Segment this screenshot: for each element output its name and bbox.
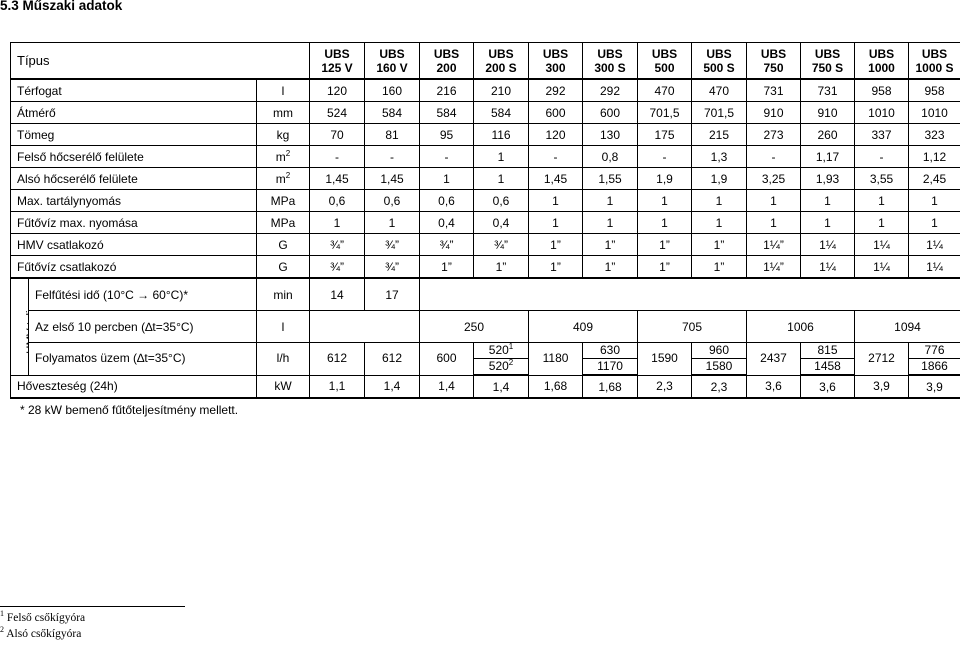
value-cell: 130 xyxy=(583,124,638,146)
row-label: Hőveszteség (24h) xyxy=(11,375,257,398)
value-cell: 1,9 xyxy=(638,168,692,190)
table-row xyxy=(11,256,960,279)
value-cell: 612 xyxy=(365,343,420,376)
model-brand: UBS xyxy=(868,46,895,61)
table-row xyxy=(11,102,960,124)
value-cell-sup: 1 xyxy=(508,342,514,351)
table-row xyxy=(11,311,960,343)
table-row xyxy=(11,375,960,398)
value-cell: 3,25 xyxy=(747,168,801,190)
model-header xyxy=(310,43,365,80)
value-cell: 1¼ xyxy=(801,256,855,279)
value-cell: 2,45 xyxy=(909,168,960,190)
value-cell: - xyxy=(529,146,583,168)
value-cell: 600 xyxy=(420,343,474,376)
value-cell: 910 xyxy=(747,102,801,124)
row-label: Fűtővíz max. nyomása xyxy=(11,212,257,234)
value-cell: 1 xyxy=(692,190,747,212)
value-cell: 1 xyxy=(474,146,529,168)
value-cell: 960 xyxy=(692,343,747,359)
row-label: Alsó hőcserélő felülete xyxy=(11,168,257,190)
model-header xyxy=(583,43,638,80)
value-cell: 2712 xyxy=(855,343,909,376)
value-cell: 1,1 xyxy=(310,375,365,398)
model-brand: UBS xyxy=(651,46,678,61)
value-cell: 815 xyxy=(801,343,855,359)
value-cell: 3,55 xyxy=(855,168,909,190)
value-cell: 1 xyxy=(365,212,420,234)
value-cell: 120 xyxy=(529,124,583,146)
model-brand: UBS xyxy=(814,46,841,61)
row-unit-text: m xyxy=(275,149,286,164)
value-cell: 0,8 xyxy=(583,146,638,168)
value-cell: 584 xyxy=(365,102,420,124)
value-cell: 3,6 xyxy=(747,375,801,398)
row-unit: l xyxy=(257,79,310,102)
value-cell: 1 xyxy=(474,168,529,190)
model-size: 750 xyxy=(763,60,784,75)
value-cell: 1¼” xyxy=(747,234,801,256)
table-row xyxy=(11,343,960,359)
value-cell: 0,4 xyxy=(420,212,474,234)
value-cell: 17 xyxy=(365,278,420,311)
value-cell: 1” xyxy=(692,234,747,256)
value-cell: ¾” xyxy=(310,234,365,256)
table-row xyxy=(11,146,960,168)
value-cell: 273 xyxy=(747,124,801,146)
value-cell: 3,9 xyxy=(855,375,909,398)
value-cell: 600 xyxy=(583,102,638,124)
model-size: 1000 S xyxy=(915,60,954,75)
value-cell: 292 xyxy=(529,79,583,102)
model-size: 160 V xyxy=(376,60,408,75)
row-unit: min xyxy=(257,278,310,311)
value-cell: - xyxy=(365,146,420,168)
model-brand: UBS xyxy=(760,46,787,61)
model-size: 125 V xyxy=(321,60,353,75)
value-cell: 1 xyxy=(583,190,638,212)
value-cell: 1 xyxy=(529,212,583,234)
value-cell: 1,4 xyxy=(365,375,420,398)
value-cell-text: 520 xyxy=(488,359,509,373)
value-cell: 175 xyxy=(638,124,692,146)
value-cell: 600 xyxy=(529,102,583,124)
row-unit-sup: 2 xyxy=(285,148,291,158)
value-cell: 1,68 xyxy=(529,375,583,398)
value-cell: 1” xyxy=(474,256,529,279)
model-header xyxy=(638,43,692,80)
row-unit: mm xyxy=(257,102,310,124)
value-cell: 1” xyxy=(420,256,474,279)
model-size: 500 S xyxy=(703,60,735,75)
table-row xyxy=(11,124,960,146)
value-cell: 0,4 xyxy=(474,212,529,234)
model-brand: UBS xyxy=(921,46,948,61)
value-cell: 524 xyxy=(310,102,365,124)
hmv-group-line: HMV telje- xyxy=(25,299,29,354)
model-brand: UBS xyxy=(488,46,514,61)
value-cell: 958 xyxy=(855,79,909,102)
model-brand: UBS xyxy=(324,46,350,61)
value-cell: 1” xyxy=(638,256,692,279)
value-cell: 731 xyxy=(747,79,801,102)
value-cell: 1” xyxy=(583,234,638,256)
model-header xyxy=(747,43,801,80)
value-cell-text: 520 xyxy=(488,343,509,357)
row-label: Max. tartálynyomás xyxy=(11,190,257,212)
value-cell: 409 xyxy=(529,311,638,343)
footnote-2: $^2$ Alsó csőkígyóra xyxy=(0,625,82,640)
row-unit: kg xyxy=(257,124,310,146)
value-cell: 701,5 xyxy=(692,102,747,124)
value-cell: 701,5 xyxy=(638,102,692,124)
value-cell: 1¼ xyxy=(909,256,960,279)
table-row xyxy=(11,190,960,212)
value-cell: 776 xyxy=(909,343,960,359)
value-cell: 1,55 xyxy=(583,168,638,190)
row-unit: MPa xyxy=(257,190,310,212)
value-cell-sup: 2 xyxy=(508,358,514,367)
value-cell: 2,3 xyxy=(638,375,692,398)
table-row xyxy=(11,79,960,102)
value-cell: 731 xyxy=(801,79,855,102)
value-cell: 3,9 xyxy=(909,375,960,398)
table-row xyxy=(11,278,960,311)
value-cell: 1,3 xyxy=(692,146,747,168)
value-cell: 70 xyxy=(310,124,365,146)
value-cell: 584 xyxy=(474,102,529,124)
value-cell: 630 xyxy=(583,343,638,359)
hmv-group-label xyxy=(11,278,29,375)
value-cell: 584 xyxy=(420,102,474,124)
value-cell: 1,45 xyxy=(365,168,420,190)
value-cell: 470 xyxy=(692,79,747,102)
row-label: Fűtővíz csatlakozó xyxy=(11,256,257,279)
header-row xyxy=(11,43,960,80)
row-unit: kW xyxy=(257,375,310,398)
model-size: 750 S xyxy=(811,60,844,75)
value-cell: 337 xyxy=(855,124,909,146)
row-unit xyxy=(257,168,310,190)
row-label: Átmérő xyxy=(11,102,257,124)
value-cell: 1094 xyxy=(855,311,960,343)
value-cell: 1 xyxy=(909,212,960,234)
value-cell: 1,68 xyxy=(583,375,638,398)
value-cell: 1 xyxy=(909,190,960,212)
value-cell: 1170 xyxy=(583,359,638,376)
value-cell xyxy=(474,359,529,376)
value-cell: 1” xyxy=(529,256,583,279)
row-unit xyxy=(257,146,310,168)
value-cell: 323 xyxy=(909,124,960,146)
value-cell: 1 xyxy=(855,190,909,212)
row-unit: G xyxy=(257,234,310,256)
value-cell: 1,9 xyxy=(692,168,747,190)
value-cell: 1866 xyxy=(909,359,960,376)
row-unit: MPa xyxy=(257,212,310,234)
value-cell: 210 xyxy=(474,79,529,102)
value-cell: ¾” xyxy=(310,256,365,279)
empty-cell xyxy=(420,278,960,311)
value-cell: 1 xyxy=(529,190,583,212)
value-cell: 1010 xyxy=(855,102,909,124)
row-label: Felfűtési idő (10°C → 60°C)* xyxy=(29,278,257,311)
row-unit-sup: 2 xyxy=(285,170,291,180)
value-cell: - xyxy=(420,146,474,168)
section-heading: 5.3 Műszaki adatok xyxy=(0,0,123,13)
value-cell: 1 xyxy=(747,190,801,212)
value-cell: 3,6 xyxy=(801,375,855,398)
footnote-1: $^1$ Felső csőkígyóra xyxy=(0,609,86,624)
value-cell: 292 xyxy=(583,79,638,102)
row-label: Térfogat xyxy=(11,79,257,102)
footnote-rule xyxy=(0,606,185,607)
model-header xyxy=(529,43,583,80)
table-row xyxy=(11,212,960,234)
value-cell: ¾” xyxy=(474,234,529,256)
model-size: 300 S xyxy=(594,60,626,75)
value-cell: 705 xyxy=(638,311,747,343)
model-header xyxy=(692,43,747,80)
value-cell: 470 xyxy=(638,79,692,102)
row-label: Tömeg xyxy=(11,124,257,146)
technical-data-table xyxy=(10,42,960,399)
value-cell: 1,4 xyxy=(420,375,474,398)
value-cell: 216 xyxy=(420,79,474,102)
value-cell: 1” xyxy=(692,256,747,279)
row-unit: G xyxy=(257,256,310,279)
value-cell: 1010 xyxy=(909,102,960,124)
value-cell: 1590 xyxy=(638,343,692,376)
model-header xyxy=(801,43,855,80)
value-cell: 14 xyxy=(310,278,365,311)
value-cell: 1,45 xyxy=(310,168,365,190)
value-cell: 1,93 xyxy=(801,168,855,190)
value-cell: 116 xyxy=(474,124,529,146)
model-header xyxy=(420,43,474,80)
row-unit: l xyxy=(257,311,310,343)
type-label: Típus xyxy=(11,43,310,80)
value-cell: 612 xyxy=(310,343,365,376)
value-cell: - xyxy=(747,146,801,168)
value-cell: 0,6 xyxy=(420,190,474,212)
value-cell: 1,17 xyxy=(801,146,855,168)
model-size: 1000 xyxy=(868,60,895,75)
model-brand: UBS xyxy=(542,46,569,61)
value-cell: 1 xyxy=(638,190,692,212)
value-cell: 1 xyxy=(583,212,638,234)
value-cell: 160 xyxy=(365,79,420,102)
value-cell xyxy=(474,343,529,359)
model-brand: UBS xyxy=(706,46,732,61)
value-cell: 1 xyxy=(692,212,747,234)
model-brand: UBS xyxy=(379,46,405,61)
value-cell: 1580 xyxy=(692,359,747,376)
value-cell: - xyxy=(638,146,692,168)
value-cell: ¾” xyxy=(365,256,420,279)
value-cell: 2,3 xyxy=(692,375,747,398)
value-cell: 1,4 xyxy=(474,375,529,398)
value-cell: 1,12 xyxy=(909,146,960,168)
row-label: Felső hőcserélő felülete xyxy=(11,146,257,168)
value-cell: 1” xyxy=(529,234,583,256)
value-cell: 1 xyxy=(747,212,801,234)
model-header xyxy=(855,43,909,80)
value-cell: 1” xyxy=(638,234,692,256)
value-cell: 0,6 xyxy=(474,190,529,212)
model-size: 200 xyxy=(436,60,457,75)
model-size: 200 S xyxy=(485,60,517,75)
value-cell: 1458 xyxy=(801,359,855,376)
value-cell: 1,45 xyxy=(529,168,583,190)
row-unit: l/h xyxy=(257,343,310,376)
value-cell: - xyxy=(310,146,365,168)
row-unit-text: m xyxy=(275,171,286,186)
model-header xyxy=(474,43,529,80)
value-cell: 120 xyxy=(310,79,365,102)
value-cell: - xyxy=(855,146,909,168)
value-cell: 95 xyxy=(420,124,474,146)
value-cell: 1 xyxy=(855,212,909,234)
value-cell: 2437 xyxy=(747,343,801,376)
value-cell: 1” xyxy=(583,256,638,279)
value-cell: 0,6 xyxy=(365,190,420,212)
empty-cell xyxy=(310,311,420,343)
value-cell: 1 xyxy=(801,212,855,234)
value-cell: 958 xyxy=(909,79,960,102)
value-cell: 910 xyxy=(801,102,855,124)
value-cell: 1¼ xyxy=(801,234,855,256)
value-cell: 1¼ xyxy=(855,256,909,279)
model-header xyxy=(909,43,960,80)
value-cell: 0,6 xyxy=(310,190,365,212)
value-cell: 1 xyxy=(801,190,855,212)
value-cell: 1 xyxy=(638,212,692,234)
table-row xyxy=(11,168,960,190)
row-label: Az első 10 percben (∆t=35°C) xyxy=(29,311,257,343)
value-cell: 215 xyxy=(692,124,747,146)
footnote-asterisk: * 28 kW bemenő fűtőteljesítmény mellett. xyxy=(20,403,239,417)
table-row xyxy=(11,234,960,256)
model-header xyxy=(365,43,420,80)
value-cell: ¾” xyxy=(420,234,474,256)
value-cell: 1006 xyxy=(747,311,855,343)
row-label: HMV csatlakozó xyxy=(11,234,257,256)
model-size: 300 xyxy=(545,60,566,75)
value-cell: 1180 xyxy=(529,343,583,376)
model-brand: UBS xyxy=(433,46,460,61)
value-cell: 260 xyxy=(801,124,855,146)
row-label: Folyamatos üzem (∆t=35°C) xyxy=(29,343,257,376)
value-cell: 1 xyxy=(310,212,365,234)
model-size: 500 xyxy=(654,60,675,75)
value-cell: ¾” xyxy=(365,234,420,256)
value-cell: 1¼ xyxy=(909,234,960,256)
model-brand: UBS xyxy=(597,46,623,61)
value-cell: 1¼” xyxy=(747,256,801,279)
value-cell: 81 xyxy=(365,124,420,146)
value-cell: 1¼ xyxy=(855,234,909,256)
value-cell: 250 xyxy=(420,311,529,343)
value-cell: 1 xyxy=(420,168,474,190)
